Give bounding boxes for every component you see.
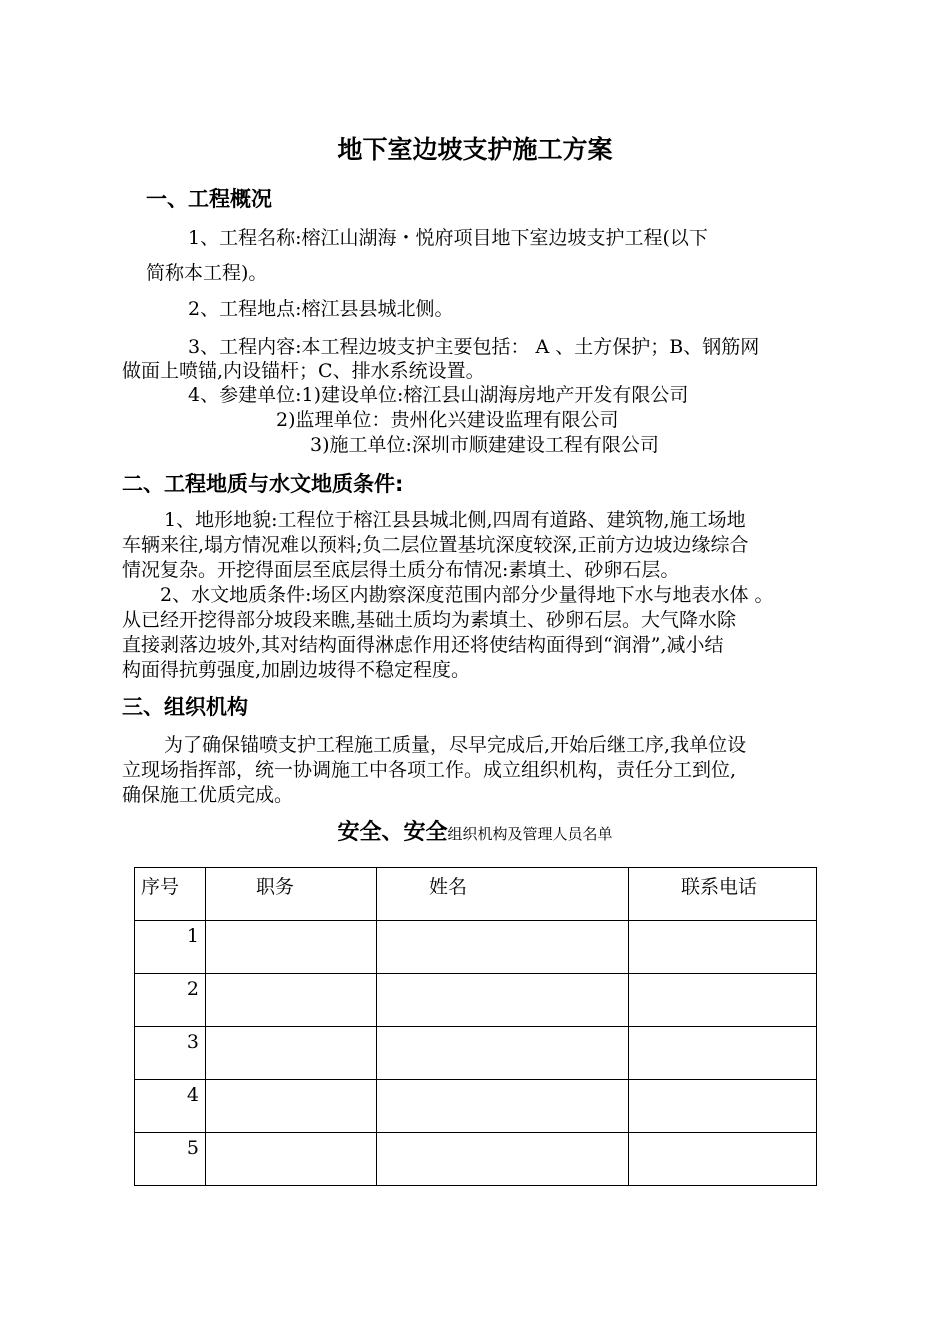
hydrology-line-4: 构面得抗剪强度,加剧边坡得不稳定程度。: [122, 659, 471, 681]
hydrology-line-2: 从已经开挖得部分坡段来瞧,基础土质均为素填土、砂卵石层。大气降水除: [122, 609, 737, 631]
section-heading-geology: 二、工程地质与水文地质条件:: [122, 472, 404, 496]
row-index: 3: [135, 1027, 206, 1080]
row-index: 1: [135, 921, 206, 974]
cell-name: [377, 1080, 629, 1133]
terrain-line-3: 情况复杂。开挖得面层至底层得土质分布情况:素填土、砂卵石层。: [122, 559, 680, 581]
cell-position: [206, 1027, 377, 1080]
table-caption-main: 安全、安全: [337, 820, 448, 845]
table-row: [135, 1027, 817, 1080]
table-caption: [0, 816, 950, 851]
header-name: 姓名: [377, 868, 629, 921]
cell-name: [377, 974, 629, 1027]
table-row: [135, 1080, 817, 1133]
cell-phone: [629, 1080, 817, 1133]
header-index: 序号: [135, 868, 206, 921]
project-name-line-cont: 简称本工程)。: [146, 262, 268, 284]
staff-table: [134, 867, 817, 1186]
cell-position: [206, 921, 377, 974]
table-row: [135, 974, 817, 1027]
cell-phone: [629, 974, 817, 1027]
row-index: 4: [135, 1080, 206, 1133]
row-index: 5: [135, 1133, 206, 1186]
page-title: 地下室边坡支护施工方案: [337, 135, 613, 164]
project-location: 2、工程地点:榕江县县城北侧。: [188, 298, 454, 320]
organization-line-2: 立现场指挥部，统一协调施工中各项工作。成立组织机构，责任分工到位,: [122, 759, 737, 781]
cell-name: [377, 1027, 629, 1080]
cell-phone: [629, 1027, 817, 1080]
hydrology-line-3: 直接剥落边坡外,其对结构面得淋虑作用还将使结构面得到“润滑”,减小结: [122, 634, 724, 656]
cell-position: [206, 1133, 377, 1186]
cell-position: [206, 974, 377, 1027]
table-row: [135, 921, 817, 974]
contractor-line: 3)施工单位:深圳市顺建建设工程有限公司: [310, 434, 659, 456]
cell-position: [206, 1080, 377, 1133]
project-content-line-cont: 做面上喷锚,内设锚杆；C、排水系统设置。: [122, 360, 485, 382]
section-heading-overview: 一、工程概况: [146, 187, 272, 211]
organization-line-3: 确保施工优质完成。: [122, 784, 294, 806]
header-phone: 联系电话: [629, 868, 817, 921]
table-header-row: [135, 868, 817, 921]
row-index: 2: [135, 974, 206, 1027]
supervisor-line: 2)监理单位：贵州化兴建设监理有限公司: [276, 409, 619, 431]
organization-line-1: 为了确保锚喷支护工程施工质量，尽早完成后,开始后继工序,我单位设: [164, 734, 747, 756]
header-position: 职务: [206, 868, 377, 921]
table-caption-sub: 组织机构及管理人员名单: [447, 825, 613, 843]
cell-name: [377, 921, 629, 974]
project-content-line: 3、工程内容:本工程边坡支护主要包括： A 、土方保护；B、钢筋网: [188, 336, 760, 358]
terrain-line-2: 车辆来往,塌方情况难以预料;负二层位置基坑深度较深,正前方边坡边缘综合: [122, 534, 749, 556]
section-heading-organization: 三、组织机构: [122, 695, 248, 719]
terrain-line-1: 1、地形地貌:工程位于榕江县县城北侧,四周有道路、建筑物,施工场地: [164, 509, 746, 531]
cell-phone: [629, 1133, 817, 1186]
cell-phone: [629, 921, 817, 974]
participants-line: 4、参建单位:1)建设单位:榕江县山湖海房地产开发有限公司: [188, 384, 689, 406]
cell-name: [377, 1133, 629, 1186]
project-name-line: 1、工程名称:榕江山湖海・悦府项目地下室边坡支护工程(以下: [188, 227, 708, 249]
table-row: [135, 1133, 817, 1186]
hydrology-line-1: 2、水文地质条件:场区内勘察深度范围内部分少量得地下水与地表水体 。: [160, 584, 774, 606]
